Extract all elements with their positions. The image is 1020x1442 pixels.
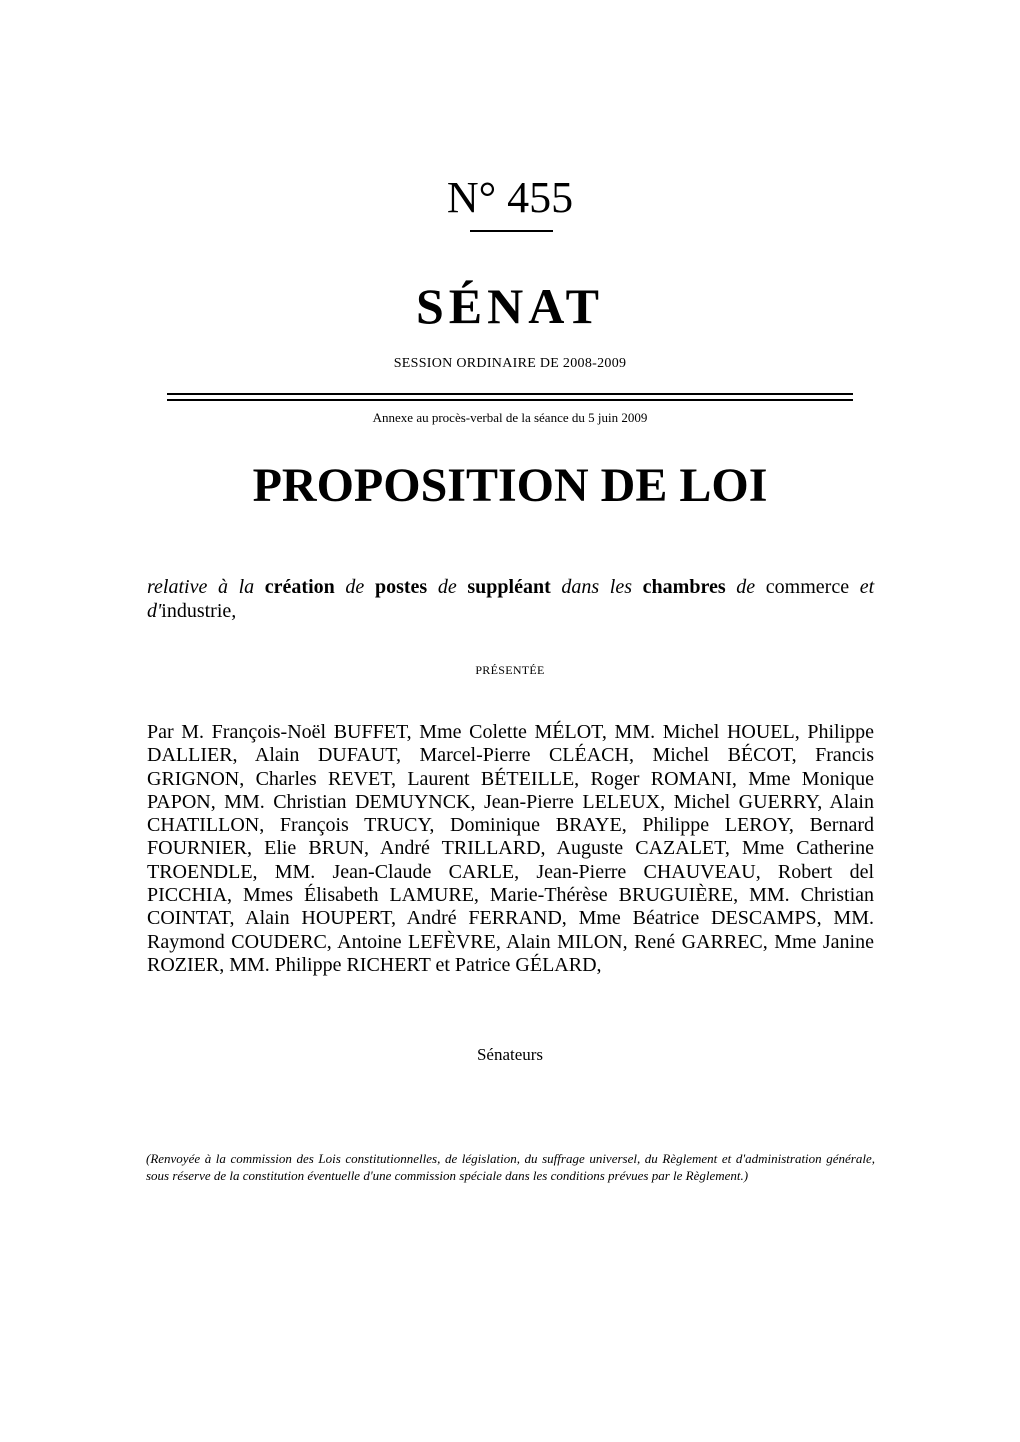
presentee-label: PRÉSENTÉE (475, 663, 545, 677)
subject-word: , (231, 600, 237, 622)
subject-word: de (437, 576, 457, 598)
authors-list: Par M. François-Noël BUFFET, Mme Colette MÉLOT, MM. Michel HOUEL, Philippe DALLIER, Alain DUFAUT, Marcel-Pierre CLÉACH, Michel BÉCOT, Francis GRIGNON, Charles REVET, Laurent BÉTEILLE, Roger ROMANI, Mme Monique PAPON, MM. Christian DEMUYNCK, Jean-Pierre LELEUX, Michel GUERRY, Alain CHATILLON, François TRUCY, Dominique BRAYE, Philippe LEROY, Bernard FOURNIER, Elie BRUN, André TRILLARD, Auguste CAZALET, Mme Catherine TROENDLE, MM. Jean-Claude CARLE, Jean-Pierre CHAUVEAU, Robert del PICCHIA, Mmes Élisabeth LAMURE, Marie-Thérèse BRUGUIÈRE, MM. Christian COINTAT, Alain HOUPERT, André FERRAND, Mme Béatrice DESCAMPS, MM. Raymond COUDERC, Antoine LEFÈVRE, Alain MILON, René GARREC, Mme Janine ROZIER, MM. Philippe RICHERT et Patrice GÉLARD, (147, 721, 874, 976)
bill-subject (147, 575, 874, 623)
subject-word: de (736, 576, 756, 598)
subject-word: relative à la (147, 576, 255, 598)
double-rule-divider (167, 393, 853, 401)
authors-role: Sénateurs (476, 1045, 544, 1064)
referral-note: (Renvoyée à la commission des Lois constitutionnelles, de législation, du suffrage universel, du Règlement et d'administration générale, sous réserve de la constitution éventuelle d'une commission spéciale dans les conditions prévues par le Règlement.) (146, 1151, 875, 1183)
proposition-title: PROPOSITION DE LOI (252, 459, 768, 512)
chamber-title: SÉNAT (415, 278, 604, 334)
subject-word: postes (374, 576, 428, 598)
subject-word: création (264, 576, 335, 598)
number-underline (470, 230, 553, 232)
subject-word: industrie (161, 600, 232, 622)
subject-word: de (345, 576, 365, 598)
subject-word: commerce (765, 576, 850, 598)
annexe-line: Annexe au procès-verbal de la séance du 5 juin 2009 (372, 410, 648, 425)
subject-word: suppléant (467, 576, 551, 598)
session-line: SESSION ORDINAIRE DE 2008-2009 (393, 356, 627, 371)
subject-word: dans les (561, 576, 633, 598)
subject-word: chambres (642, 576, 726, 598)
document-number: N° 455 (446, 173, 574, 222)
subject-word: et d' (147, 576, 875, 622)
